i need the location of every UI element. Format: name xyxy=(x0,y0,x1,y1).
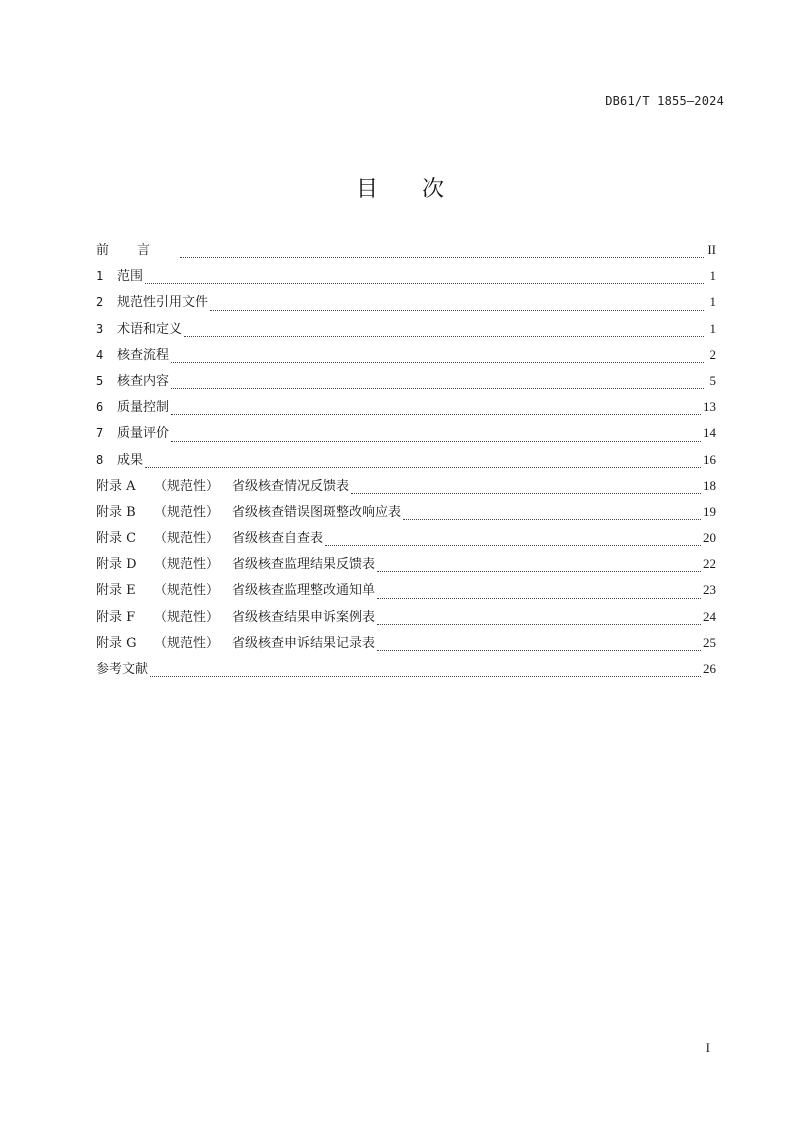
toc-entry-label: 省级核查结果申诉案例表 xyxy=(232,609,376,625)
section-number: 5 xyxy=(96,373,104,388)
appendix-label: 附录 C xyxy=(96,531,137,547)
toc-entry-section[interactable] xyxy=(96,396,716,422)
page-title xyxy=(0,172,800,203)
toc-entry-label: 范围 xyxy=(117,269,144,285)
title-char-1: 目 xyxy=(355,177,378,202)
toc-entry-appendix[interactable] xyxy=(96,579,716,605)
toc-entry-section[interactable] xyxy=(96,265,716,291)
dot-leader xyxy=(377,571,701,572)
toc-entry-appendix[interactable] xyxy=(96,553,716,579)
toc-entry-page: 25 xyxy=(703,634,716,650)
toc-entry-references[interactable] xyxy=(96,658,716,684)
toc-entry-page: 20 xyxy=(703,530,716,546)
toc-entry-appendix[interactable] xyxy=(96,501,716,527)
toc-entry-preface[interactable] xyxy=(96,239,716,265)
toc-entry-label: 术语和定义 xyxy=(117,321,183,337)
toc-entry-label: 质量控制 xyxy=(117,400,170,416)
appendix-label: 附录 F xyxy=(96,609,136,625)
toc-entry-label: 规范性引用文件 xyxy=(117,295,209,311)
toc-entry-label: 省级核查自查表 xyxy=(232,531,324,547)
toc-entry-page: 23 xyxy=(703,582,716,598)
toc-entry-page: 16 xyxy=(703,451,716,467)
toc-entry-page: 13 xyxy=(703,399,716,415)
toc-entry-page: 14 xyxy=(703,425,716,441)
section-number: 6 xyxy=(96,400,104,415)
section-number: 7 xyxy=(96,426,104,441)
toc-entry-label: 省级核查情况反馈表 xyxy=(232,478,350,494)
toc-entry-page: 2 xyxy=(709,346,716,362)
toc-entry-label: 成果 xyxy=(117,452,144,468)
toc-entry-page: 24 xyxy=(703,608,716,624)
footer-page-number: I xyxy=(705,1040,710,1055)
toc-entry-appendix[interactable] xyxy=(96,632,716,658)
section-number: 2 xyxy=(96,295,104,310)
dot-leader xyxy=(403,519,701,520)
appendix-type: （规范性） xyxy=(154,557,220,573)
dot-leader xyxy=(351,493,701,494)
dot-leader xyxy=(171,414,701,415)
appendix-label: 附录 B xyxy=(96,504,136,520)
toc-entry-section[interactable] xyxy=(96,291,716,317)
toc-entry-appendix[interactable] xyxy=(96,527,716,553)
standard-code: DB61/T 1855—2024 xyxy=(605,94,724,108)
appendix-label: 附录 A xyxy=(96,478,136,494)
section-number: 1 xyxy=(96,269,104,284)
dot-leader xyxy=(325,545,701,546)
toc-entry-label: 省级核查申诉结果记录表 xyxy=(232,635,376,651)
toc-entry-page: 1 xyxy=(709,268,716,284)
appendix-type: （规范性） xyxy=(154,478,220,494)
toc-entry-page: 18 xyxy=(703,477,716,493)
toc-entry-section[interactable] xyxy=(96,449,716,475)
appendix-label: 附录 D xyxy=(96,557,137,573)
table-of-contents xyxy=(96,239,716,684)
toc-entry-label: 质量评价 xyxy=(117,426,170,442)
toc-entry-label: 省级核查监理整改通知单 xyxy=(232,583,376,599)
toc-entry-section[interactable] xyxy=(96,422,716,448)
toc-entry-label: 前言 xyxy=(96,243,179,258)
appendix-label: 附录 E xyxy=(96,583,136,599)
toc-entry-section[interactable] xyxy=(96,370,716,396)
dot-leader xyxy=(210,310,704,311)
appendix-label: 附录 G xyxy=(96,635,137,651)
toc-entry-label: 省级核查错误图斑整改响应表 xyxy=(232,504,402,520)
dot-leader xyxy=(377,598,701,599)
toc-entry-label: 核查内容 xyxy=(117,373,170,389)
toc-entry-section[interactable] xyxy=(96,344,716,370)
dot-leader xyxy=(150,676,701,677)
dot-leader xyxy=(180,257,704,258)
toc-entry-page: 1 xyxy=(709,294,716,310)
section-number: 4 xyxy=(96,347,104,362)
dot-leader xyxy=(171,362,704,363)
dot-leader xyxy=(184,336,704,337)
toc-entry-page: 5 xyxy=(709,372,716,388)
toc-entry-appendix[interactable] xyxy=(96,606,716,632)
appendix-type: （规范性） xyxy=(154,504,220,520)
toc-entry-section[interactable] xyxy=(96,318,716,344)
dot-leader xyxy=(171,441,701,442)
section-number: 8 xyxy=(96,452,104,467)
toc-entry-page: 1 xyxy=(709,320,716,336)
dot-leader xyxy=(377,650,701,651)
appendix-type: （规范性） xyxy=(154,609,220,625)
title-char-2: 次 xyxy=(422,177,445,202)
toc-entry-appendix[interactable] xyxy=(96,475,716,501)
appendix-type: （规范性） xyxy=(154,635,220,651)
toc-entry-label: 核查流程 xyxy=(117,347,170,363)
toc-entry-label: 省级核查监理结果反馈表 xyxy=(232,557,376,573)
toc-entry-page: 26 xyxy=(703,661,716,676)
section-number: 3 xyxy=(96,321,104,336)
toc-entry-page: 19 xyxy=(703,503,716,519)
appendix-type: （规范性） xyxy=(154,583,220,599)
dot-leader xyxy=(145,283,704,284)
toc-entry-page: 22 xyxy=(703,556,716,572)
toc-entry-page: II xyxy=(707,242,716,257)
dot-leader xyxy=(171,388,704,389)
appendix-type: （规范性） xyxy=(154,531,220,547)
dot-leader xyxy=(145,467,701,468)
toc-entry-label: 参考文献 xyxy=(96,662,149,677)
dot-leader xyxy=(377,624,701,625)
